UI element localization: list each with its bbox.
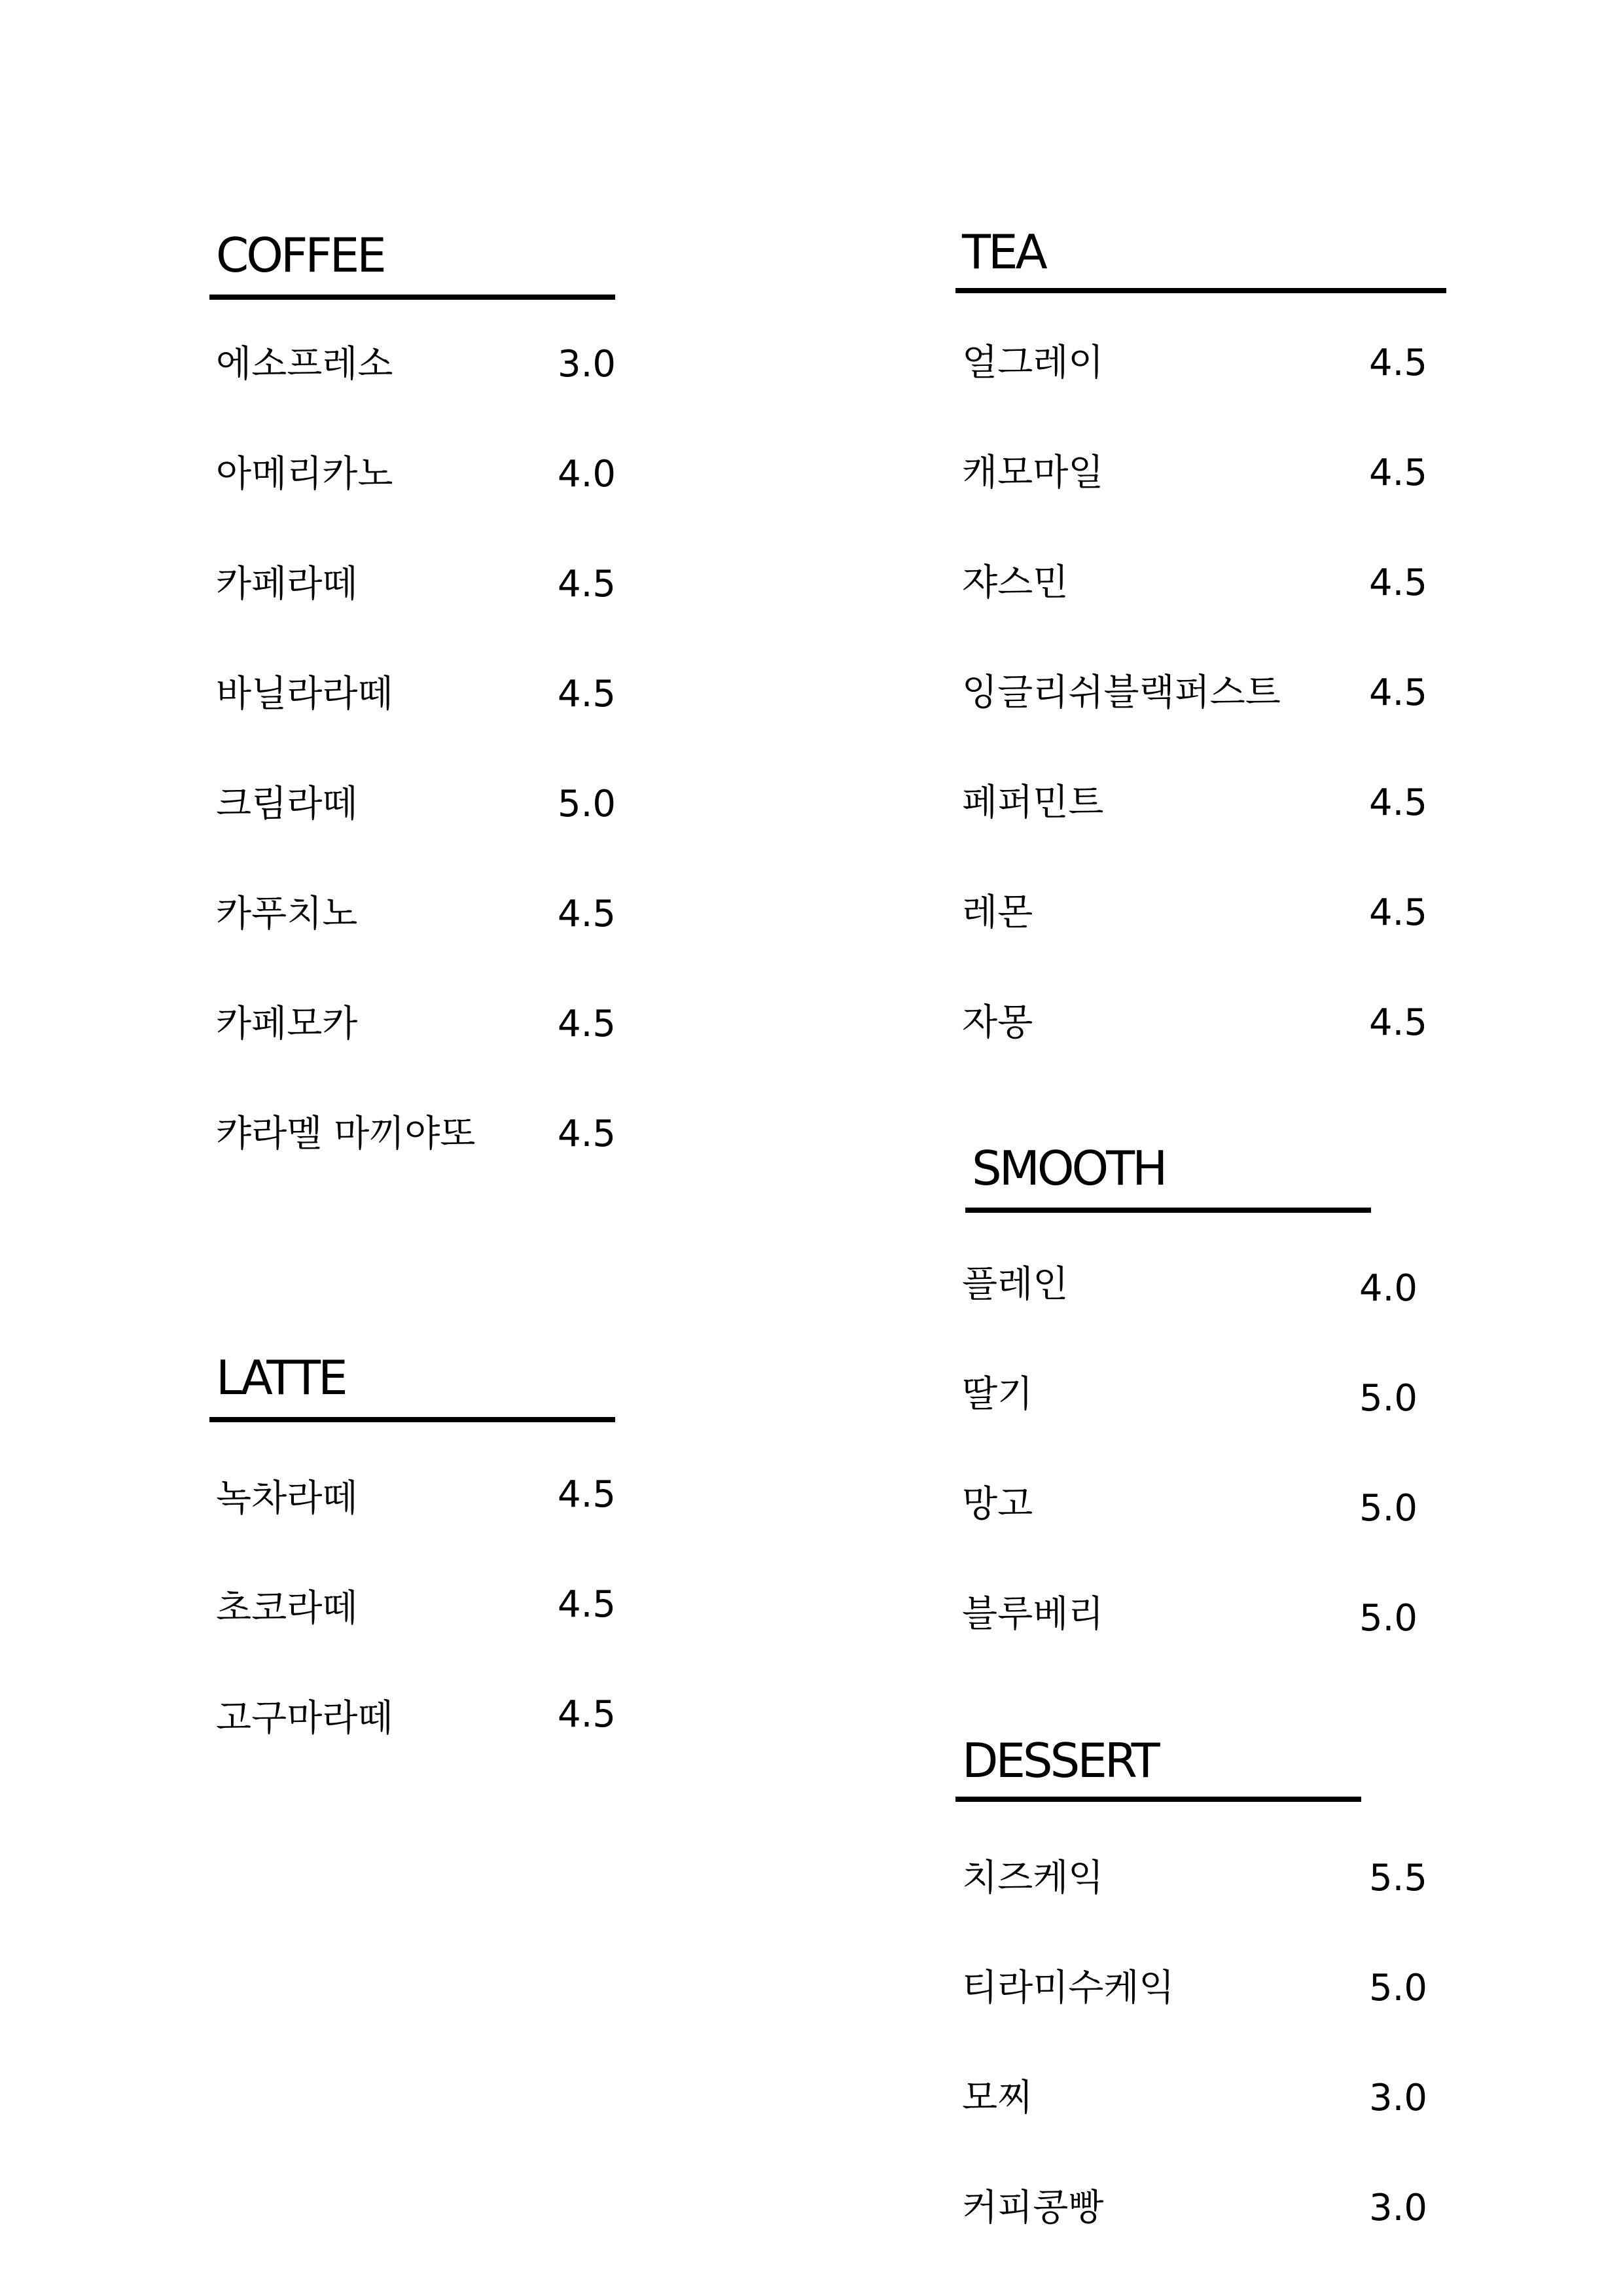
item-price: 3.0 <box>1369 2077 1428 2119</box>
item-price: 3.0 <box>1369 2187 1428 2229</box>
latte-rule <box>209 1417 615 1422</box>
item-name: 에소프레소 <box>216 343 393 386</box>
item-price: 4.5 <box>558 1113 616 1155</box>
item-name: 커피콩빵 <box>962 2187 1104 2229</box>
item-name: 고구마라떼 <box>216 1697 393 1740</box>
item-name: 티라미수케익 <box>962 1967 1175 2009</box>
item-price: 4.5 <box>1369 672 1428 714</box>
item-name: 망고 <box>962 1483 1033 1526</box>
item-price: 5.0 <box>558 783 616 825</box>
item-name: 캐모마일 <box>962 452 1104 494</box>
item-name: 캬라멜 마끼야또 <box>216 1113 476 1155</box>
item-price: 4.5 <box>558 1473 616 1516</box>
item-name: 모찌 <box>962 2077 1033 2119</box>
item-price: 4.0 <box>558 453 616 495</box>
item-price: 5.0 <box>1359 1377 1418 1420</box>
item-name: 얼그레이 <box>962 342 1104 384</box>
item-name: 플레인 <box>962 1263 1069 1306</box>
dessert-rule <box>955 1797 1361 1802</box>
item-price: 4.5 <box>558 673 616 715</box>
item-price: 4.5 <box>558 563 616 605</box>
item-price: 4.5 <box>558 1693 616 1736</box>
item-name: 크림라떼 <box>216 783 358 825</box>
item-name: 카페모카 <box>216 1003 358 1045</box>
item-name: 페퍼민트 <box>962 781 1104 824</box>
dessert-title: DESSERT <box>962 1733 1158 1788</box>
item-name: 바닐라라떼 <box>216 673 393 715</box>
item-price: 5.0 <box>1369 1967 1428 2009</box>
item-name: 잉글리쉬블랙퍼스트 <box>962 672 1281 714</box>
item-price: 3.0 <box>558 343 616 386</box>
tea-rule <box>955 288 1446 293</box>
item-name: 자몽 <box>962 1001 1033 1044</box>
item-name: 블루베리 <box>962 1593 1104 1636</box>
item-price: 5.0 <box>1359 1597 1418 1640</box>
item-price: 5.5 <box>1369 1857 1428 1899</box>
item-price: 4.0 <box>1359 1267 1418 1310</box>
item-price: 4.5 <box>1369 1001 1428 1044</box>
item-name: 초코라떼 <box>216 1587 358 1630</box>
smooth-title: SMOOTH <box>972 1141 1166 1196</box>
item-price: 4.5 <box>558 1003 616 1045</box>
coffee-rule <box>209 295 615 300</box>
item-price: 5.0 <box>1359 1487 1418 1530</box>
item-name: 카페라떼 <box>216 563 358 605</box>
item-price: 4.5 <box>558 893 616 935</box>
item-price: 4.5 <box>1369 452 1428 494</box>
item-name: 카푸치노 <box>216 893 358 935</box>
item-price: 4.5 <box>558 1583 616 1626</box>
item-name: 딸기 <box>962 1373 1033 1416</box>
item-name: 치즈케익 <box>962 1857 1104 1899</box>
item-name: 레몬 <box>962 891 1033 934</box>
item-price: 4.5 <box>1369 781 1428 824</box>
item-name: 아메리카노 <box>216 453 393 495</box>
item-name: 쟈스민 <box>962 562 1069 604</box>
item-price: 4.5 <box>1369 891 1428 934</box>
coffee-title: COFFEE <box>216 228 384 283</box>
item-name: 녹차라떼 <box>216 1477 358 1520</box>
tea-title: TEA <box>962 224 1045 279</box>
smooth-rule <box>965 1208 1371 1213</box>
latte-title: LATTE <box>216 1350 346 1405</box>
item-price: 4.5 <box>1369 342 1428 384</box>
item-price: 4.5 <box>1369 562 1428 604</box>
